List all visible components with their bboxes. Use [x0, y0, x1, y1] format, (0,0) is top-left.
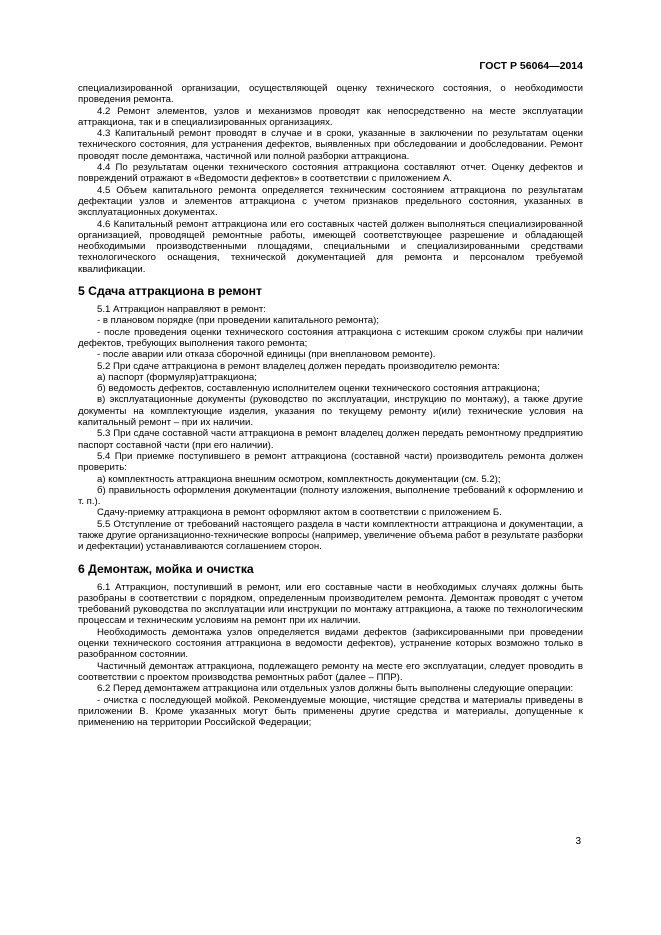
paragraph-partial-dismantling: Частичный демонтаж аттракциона, подлежащего ремонту на месте его эксплуатации, следует проводить в соответствии с проектом производства ремонтных работ (далее – ППР).: [78, 660, 583, 683]
list-item-b-correctness: б) правильность оформления документации (полноту изложения, выполнение требований к оформлению и т. п.).: [78, 484, 583, 508]
paragraph-5-1: 5.1 Аттракцион направляют в ремонт:: [97, 304, 266, 316]
list-item-cleaning: - очистка с последующей мойкой. Рекомендуемые моющие, чистящие средства и материалы приведены в приложении В. Кроме указанных могут быть применены другие средства и материалы, допущенные к применению на территории Российской Федерации;: [78, 694, 583, 729]
paragraph-4-1-continuation: специализированной организации, осуществляющей оценку технического состояния, о необходимости проведения ремонта.: [78, 83, 583, 106]
paragraph-6-2: 6.2 Перед демонтажем аттракциона или отдельных узлов должны быть выполнены следующие операции:: [97, 683, 574, 695]
paragraph-6-1: 6.1 Аттракцион, поступивший в ремонт, или его составные части в необходимых случаях должны быть разобраны в соответствии с порядком, определенным производителем ремонта. Демонтаж проводят с учетом требований руководства по эксплуатации или инструкции по монтажу аттракциона, а также по технологическим процессам и техническим условиям на ремонт при их наличии.: [78, 581, 583, 627]
list-item-a-passport: а) паспорт (формуляр)аттракциона;: [97, 371, 257, 383]
list-item-a-completeness: а) комплектность аттракциона внешним осмотром, комплектность документации (см. 5.2);: [97, 473, 501, 485]
list-item-b-defects: б) ведомость дефектов, составленную исполнителем оценки технического состояния аттракциона;: [97, 383, 540, 395]
page-content: [78, 83, 583, 728]
section-6-heading: 6 Демонтаж, мойка и очистка: [78, 561, 254, 576]
paragraph-acceptance-act: Сдачу-приемку аттракциона в ремонт оформляют актом в соответствии с приложением Б.: [97, 507, 502, 519]
list-item-accident: - после аварии или отказа сборочной единицы (при внеплановом ремонте).: [97, 349, 436, 361]
paragraph-4-5: 4.5 Объем капитального ремонта определяется техническим состоянием аттракциона по результатам дефектации узлов и элементов аттракциона с учетом признаков предельного состояния, указанных в эксплуатационных документах.: [78, 184, 583, 219]
paragraph-5-3: 5.3 При сдаче составной части аттракциона в ремонт владелец должен передать ремонтному предприятию паспорт составной части (при его наличии).: [78, 428, 583, 451]
section-5-heading: 5 Сдача аттракциона в ремонт: [78, 284, 262, 299]
paragraph-4-3: 4.3 Капитальный ремонт проводят в случае и в сроки, указанные в заключении по результатам оценки технического состояния, для устранения дефектов, выявленных при обследовании и дообследовании. Ремонт проводят после демонтажа, частичной или полной разборки аттракциона.: [78, 128, 583, 162]
list-item-planned: - в плановом порядке (при проведении капитального ремонта);: [97, 315, 379, 327]
document-header: ГОСТ Р 56064—2014: [479, 60, 583, 72]
paragraph-4-4: 4.4 По результатам оценки технического состояния аттракциона составляют отчет. Оценку дефектов и повреждений отражают в «Ведомости дефектов» в соответствии с приложением А.: [78, 162, 583, 185]
list-item-expired: - после проведения оценки технического состояния аттракциона с истекшим сроком службы при наличии дефектов, требующих выполнения такого ремонта;: [78, 326, 583, 349]
paragraph-4-2: 4.2 Ремонт элементов, узлов и механизмов проводят как непосредственно на месте эксплуатации аттракциона, так и в специализированных организациях.: [78, 105, 583, 128]
paragraph-5-2: 5.2 При сдаче аттракциона в ремонт владелец должен передать производителю ремонта:: [97, 360, 500, 372]
paragraph-dismantling-necessity: Необходимость демонтажа узлов определяется видами дефектов (зафиксированными при проведении оценки технического состояния аттракциона в ведомости дефектов), устранение которых возможно только в разобранном состоянии.: [78, 626, 583, 661]
paragraph-5-5: 5.5 Отступление от требований настоящего раздела в части комплектности аттракциона и документации, а также другие организационно-технические вопросы (например, увеличение объема работ в результате разборки и дефектации) устанавливаются соглашением сторон.: [78, 518, 583, 553]
paragraph-4-6: 4.6 Капитальный ремонт аттракциона или его составных частей должен выполняться специализированной организацией, проводящей ремонтные работы, имеющей соответствующее разрешение и обладающей необходимыми производственными площадями, специальными и специализированными средствами технологического оснащения, технической документацией для ремонта и персоналом требуемой квалификации.: [78, 218, 583, 275]
page-number: 3: [575, 836, 581, 847]
list-item-v-documents: в) эксплуатационные документы (руководство по эксплуатации, инструкцию по монтажу), а также другие документы на комплектующие изделия, указания по текущему ремонту и(или) технические условия на капитальный ремонт – при их наличии.: [78, 394, 583, 429]
paragraph-5-4: 5.4 При приемке поступившего в ремонт аттракциона (составной части) производитель ремонта должен проверить:: [78, 450, 583, 474]
